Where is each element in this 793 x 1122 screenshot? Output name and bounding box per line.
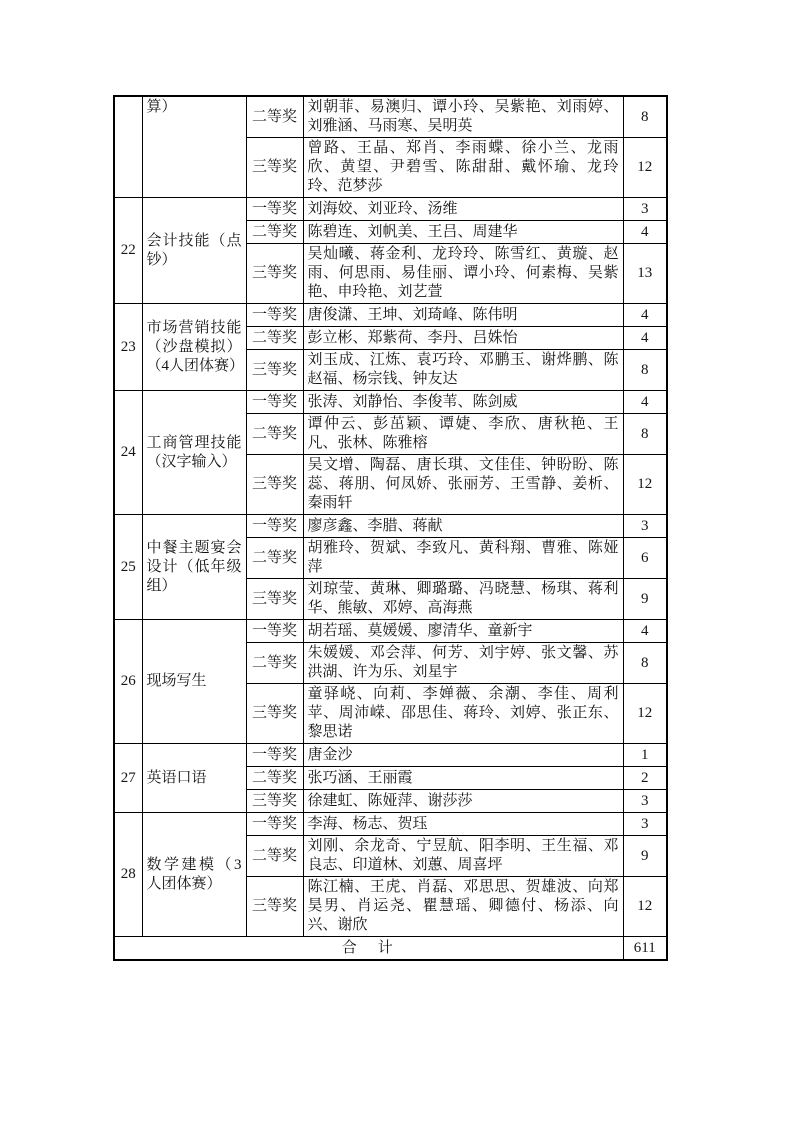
table-row: [114, 304, 667, 327]
award-level-cell: 一等奖: [246, 304, 303, 327]
award-level-cell: 三等奖: [246, 350, 303, 391]
awards-table: [113, 95, 668, 961]
award-level-cell: 二等奖: [246, 836, 303, 877]
award-level-cell: 一等奖: [246, 620, 303, 643]
winners-cell: 吴灿曦、蒋金利、龙玲玲、陈雪红、黄璇、赵雨、何思雨、易佳丽、谭小玲、何素梅、吴紫艳、申玲艳、刘艺萱: [303, 244, 623, 304]
count-cell: 8: [623, 350, 667, 391]
count-cell: 8: [623, 643, 667, 684]
count-cell: 13: [623, 244, 667, 304]
award-level-cell: 三等奖: [246, 244, 303, 304]
award-level-cell: 三等奖: [246, 455, 303, 515]
count-cell: 9: [623, 836, 667, 877]
table-row: [114, 744, 667, 767]
count-cell: 12: [623, 684, 667, 744]
table-row: [114, 515, 667, 538]
total-row: [114, 937, 667, 961]
winners-cell: 谭仲云、彭茁颖、谭婕、李欣、唐秋艳、王凡、张林、陈雅榕: [303, 414, 623, 455]
award-level-cell: 二等奖: [246, 221, 303, 244]
winners-cell: 童驿峣、向莉、李婵薇、余潮、李佳、周利苹、周沛嵘、邵思佳、蒋玲、刘婷、张正东、黎思诺: [303, 684, 623, 744]
count-cell: 2: [623, 767, 667, 790]
competition-name-cell: 会计技能（点钞）: [142, 198, 246, 304]
competition-name-cell: 现场写生: [142, 620, 246, 744]
count-cell: 4: [623, 304, 667, 327]
winners-cell: 朱媛媛、邓会萍、何芳、刘宇婷、张文馨、苏洪湖、许为乐、刘星宇: [303, 643, 623, 684]
award-level-cell: 二等奖: [246, 327, 303, 350]
winners-cell: 胡雅玲、贺斌、李致凡、黄科翔、曹雅、陈娅萍: [303, 538, 623, 579]
competition-name-cell: 数学建模（3人团体赛）: [142, 813, 246, 937]
count-cell: 3: [623, 813, 667, 836]
competition-number-cell: [114, 96, 142, 198]
award-level-cell: 一等奖: [246, 391, 303, 414]
competition-name-cell: 英语口语: [142, 744, 246, 813]
winners-cell: 唐金沙: [303, 744, 623, 767]
count-cell: 12: [623, 455, 667, 515]
competition-number-cell: 27: [114, 744, 142, 813]
competition-number-cell: 25: [114, 515, 142, 620]
award-level-cell: 二等奖: [246, 538, 303, 579]
award-level-cell: 三等奖: [246, 579, 303, 620]
award-level-cell: 二等奖: [246, 767, 303, 790]
count-cell: 9: [623, 579, 667, 620]
winners-cell: 彭立彬、郑紫荷、李丹、吕姝怡: [303, 327, 623, 350]
award-level-cell: 一等奖: [246, 515, 303, 538]
award-level-cell: 三等奖: [246, 877, 303, 937]
table-row: [114, 620, 667, 643]
winners-cell: 陈碧连、刘帆美、王吕、周建华: [303, 221, 623, 244]
award-level-cell: 一等奖: [246, 198, 303, 221]
award-level-cell: 二等奖: [246, 414, 303, 455]
count-cell: 6: [623, 538, 667, 579]
competition-name-cell: 工商管理技能（汉字输入）: [142, 391, 246, 515]
table-row: [114, 391, 667, 414]
award-level-cell: 一等奖: [246, 744, 303, 767]
count-cell: 4: [623, 391, 667, 414]
winners-cell: 曾路、王晶、郑肖、李雨蝶、徐小兰、龙雨欣、黄望、尹碧雪、陈甜甜、戴怀瑜、龙玲玲、范梦莎: [303, 138, 623, 198]
winners-cell: 唐俊潇、王坤、刘琦峰、陈伟明: [303, 304, 623, 327]
award-level-cell: 二等奖: [246, 96, 303, 138]
winners-cell: 李海、杨志、贺珏: [303, 813, 623, 836]
winners-cell: 陈江楠、王虎、肖磊、邓思思、贺雄波、向郑昊男、肖运尧、瞿慧瑶、卿德付、杨添、向兴、谢欣: [303, 877, 623, 937]
competition-name-cell: 市场营销技能（沙盘模拟）（4人团体赛）: [142, 304, 246, 391]
count-cell: 1: [623, 744, 667, 767]
count-cell: 8: [623, 414, 667, 455]
count-cell: 3: [623, 515, 667, 538]
award-level-cell: 三等奖: [246, 790, 303, 813]
count-cell: 3: [623, 790, 667, 813]
winners-cell: 刘朝菲、易澳归、谭小玲、吴紫艳、刘雨婷、刘雅涵、马雨寒、吴明英: [303, 96, 623, 138]
winners-cell: 张巧涵、王丽霞: [303, 767, 623, 790]
award-level-cell: 一等奖: [246, 813, 303, 836]
competition-name-cell: 中餐主题宴会设计（低年级组）: [142, 515, 246, 620]
winners-cell: 刘琼莹、黄琳、卿璐璐、冯晓慧、杨琪、蒋利华、熊敏、邓婷、高海燕: [303, 579, 623, 620]
award-level-cell: 三等奖: [246, 138, 303, 198]
count-cell: 12: [623, 877, 667, 937]
awards-table-body: [114, 96, 667, 960]
count-cell: 4: [623, 620, 667, 643]
winners-cell: 吴文增、陶磊、唐长琪、文佳佳、钟盼盼、陈蕊、蒋朋、何凤娇、张丽芳、王雪静、姜析、秦雨轩: [303, 455, 623, 515]
award-level-cell: 三等奖: [246, 684, 303, 744]
total-label: 合 计: [114, 937, 623, 961]
competition-number-cell: 22: [114, 198, 142, 304]
count-cell: 12: [623, 138, 667, 198]
table-row: [114, 198, 667, 221]
winners-cell: 徐建虹、陈娅萍、谢莎莎: [303, 790, 623, 813]
winners-cell: 刘刚、余龙奇、宁昱航、阳李明、王生福、邓良志、印道林、刘蕙、周喜坪: [303, 836, 623, 877]
count-cell: 4: [623, 221, 667, 244]
table-row: [114, 96, 667, 138]
winners-cell: 廖彦鑫、李腊、蒋献: [303, 515, 623, 538]
winners-cell: 刘海姣、刘亚玲、汤维: [303, 198, 623, 221]
table-row: [114, 813, 667, 836]
winners-cell: 刘玉成、江炼、袁巧玲、邓鹏玉、谢烨鹏、陈赵福、杨宗钱、钟友达: [303, 350, 623, 391]
winners-cell: 张涛、刘静怡、李俊苇、陈剑威: [303, 391, 623, 414]
count-cell: 4: [623, 327, 667, 350]
competition-number-cell: 23: [114, 304, 142, 391]
competition-number-cell: 28: [114, 813, 142, 937]
competition-name-cell: 算）: [142, 96, 246, 198]
count-cell: 8: [623, 96, 667, 138]
count-cell: 3: [623, 198, 667, 221]
total-value: 611: [623, 937, 667, 961]
award-level-cell: 二等奖: [246, 643, 303, 684]
competition-number-cell: 26: [114, 620, 142, 744]
competition-number-cell: 24: [114, 391, 142, 515]
winners-cell: 胡若瑶、莫媛媛、廖清华、童新宇: [303, 620, 623, 643]
